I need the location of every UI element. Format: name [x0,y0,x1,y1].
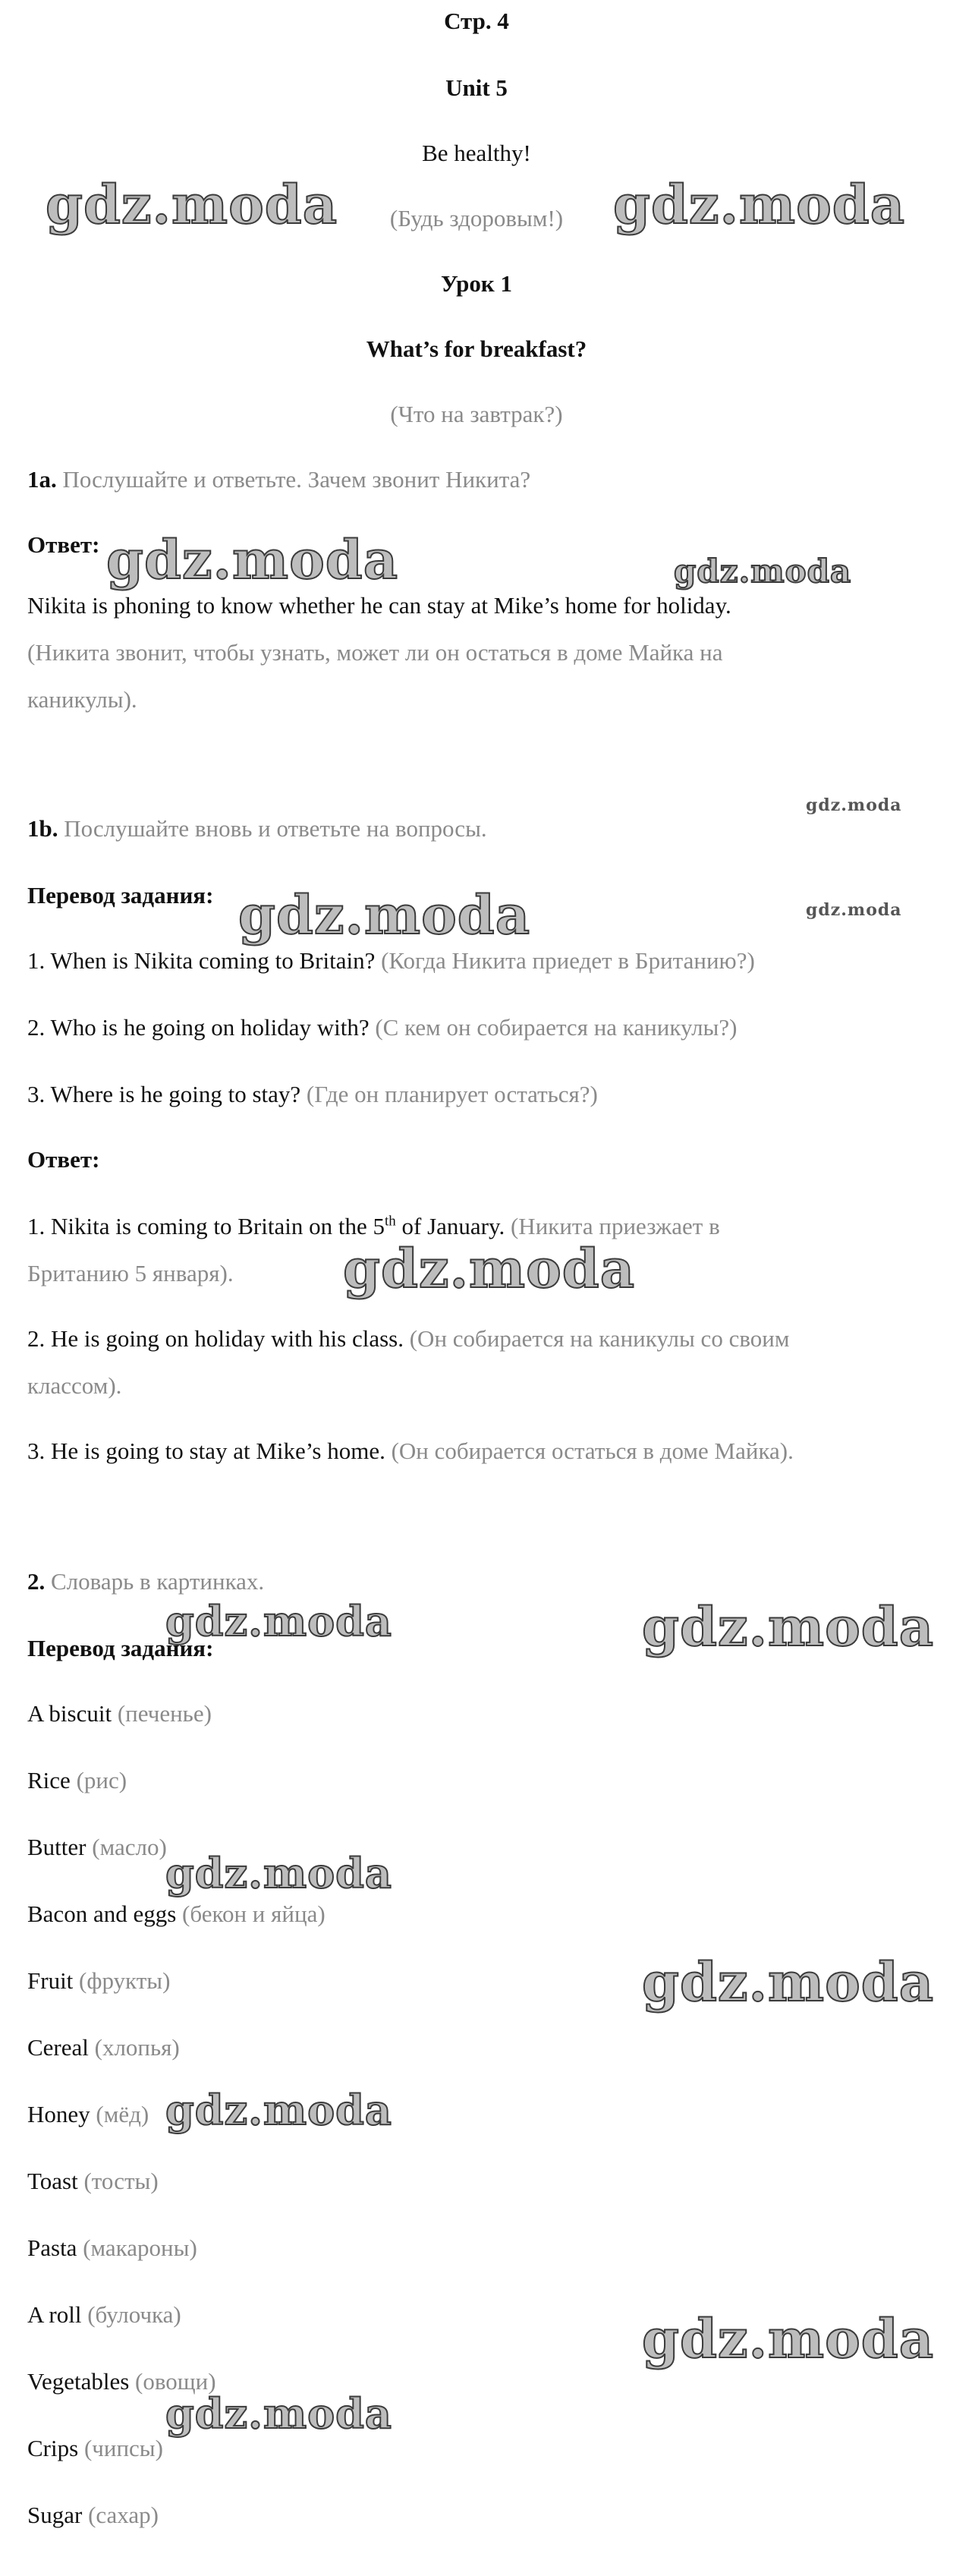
question-1 [27,946,926,976]
word-en: Honey [27,2101,90,2127]
word-ru: (мёд) [96,2101,149,2127]
answer-2 [27,1324,926,1354]
question-en: 3. Where is he going to stay? [27,1081,301,1107]
exercise-1b-task [27,814,926,844]
exercise-number: 1a. [27,466,57,493]
watermark-logo: gdz.moda [642,1595,935,1658]
unit-heading: Unit 5 [445,74,508,101]
vocab-item [27,2233,926,2263]
answer-label: Ответ: [27,531,100,558]
word-ru: (макароны) [83,2234,197,2261]
answer-en: 3. He is going to stay at Mike’s home. [27,1438,385,1464]
exercise-1a-task [27,464,926,495]
vocab-item [27,1899,926,1929]
question-ru: (С кем он собирается на каникулы?) [375,1014,738,1041]
word-ru: (тосты) [83,2168,159,2194]
word-en: Fruit [27,1967,74,1994]
watermark-logo: gdz.moda [642,2307,935,2370]
watermark-logo: gdz.moda [165,2389,392,2438]
answer-english: Nikita is phoning to know whether he can stay at Mike’s home for holiday. [27,592,731,619]
task-text: Послушайте вновь и ответьте на вопросы. [64,815,487,842]
word-ru: (рис) [76,1767,127,1793]
word-en: A roll [27,2301,82,2328]
lesson-heading: Урок 1 [440,270,513,297]
watermark-logo: gdz.moda [106,528,399,591]
vocab-item [27,1699,926,1729]
watermark-logo: gdz.moda [165,2086,392,2134]
vocab-item [27,2500,926,2530]
exercise-number: 2. [27,1568,46,1595]
watermark-logo: gdz.moda [674,553,852,590]
ordinal-suffix: th [384,1213,396,1230]
exercise-number: 1b. [27,815,58,842]
vocab-item [27,2033,926,2063]
answer-russian-cont: каникулы). [27,686,137,713]
translation-label: Перевод задания: [27,1635,214,1661]
answer-2-ru-cont: классом). [27,1372,122,1399]
answer-1-ru-cont: Британию 5 января). [27,1260,234,1286]
question-en: 1. When is Nikita coming to Britain? [27,947,376,974]
question-en: 2. Who is he going on holiday with? [27,1014,370,1041]
vocab-item [27,1765,926,1796]
word-en: Bacon and eggs [27,1901,177,1927]
lesson-title-translation: (Что на завтрак?) [390,401,563,427]
watermark-logo: gdz.moda [642,1951,935,2014]
vocab-item [27,1832,926,1863]
word-en: Butter [27,1834,86,1860]
question-ru: (Когда Никита приедет в Британию?) [381,947,755,974]
answer-ru: (Он собирается остаться в доме Майка). [391,1438,794,1464]
answer-ru: (Никита приезжает в [510,1213,720,1239]
vocab-item [27,2433,926,2464]
task-text: Послушайте и ответьте. Зачем звонит Никита? [62,466,531,493]
word-en: Sugar [27,2502,83,2528]
word-ru: (чипсы) [83,2435,163,2461]
task-text: Словарь в картинках. [51,1568,265,1595]
word-ru: (бекон и яйца) [182,1901,326,1927]
watermark-logo: gdz.moda [613,173,906,236]
unit-title-translation: (Будь здоровым!) [389,205,564,231]
answer-en: 1. Nikita is coming to Britain on the 5 [27,1213,385,1239]
lesson-title: What’s for breakfast? [366,335,587,362]
answer-en-cont: of January. [395,1213,505,1239]
page-number: Стр. 4 [444,8,509,34]
word-ru: (овощи) [135,2368,216,2395]
watermark-logo: gdz.moda [806,795,902,815]
question-3 [27,1079,926,1110]
word-en: Rice [27,1767,71,1793]
exercise-2-task [27,1567,926,1597]
watermark-logo: gdz.moda [343,1237,636,1300]
word-en: Crips [27,2435,79,2461]
watermark-logo: gdz.moda [165,1849,392,1897]
answer-label: Ответ: [27,1146,100,1173]
word-en: Pasta [27,2234,77,2261]
translation-label: Перевод задания: [27,882,214,909]
vocab-item [27,2166,926,2197]
answer-ru: (Он собирается на каникулы со своим [409,1325,790,1352]
word-ru: (фрукты) [79,1967,171,1994]
watermark-logo: gdz.moda [46,173,338,236]
vocab-item [27,2367,926,2397]
watermark-logo: gdz.moda [238,883,531,946]
word-ru: (хлопья) [94,2034,180,2061]
word-en: A biscuit [27,1700,112,1727]
word-ru: (масло) [92,1834,167,1860]
word-ru: (сахар) [88,2502,159,2528]
word-ru: (печенье) [117,1700,212,1727]
word-ru: (булочка) [87,2301,181,2328]
answer-russian: (Никита звонит, чтобы узнать, может ли он остаться в доме Майка на [27,639,723,666]
vocab-item [27,2099,926,2130]
word-en: Cereal [27,2034,89,2061]
unit-title: Be healthy! [422,140,531,166]
question-2 [27,1012,926,1043]
question-ru: (Где он планирует остаться?) [306,1081,598,1107]
word-en: Vegetables [27,2368,130,2395]
watermark-logo: gdz.moda [806,900,902,920]
word-en: Toast [27,2168,78,2194]
answer-en: 2. He is going on holiday with his class. [27,1325,404,1352]
watermark-logo: gdz.moda [165,1597,392,1645]
answer-3 [27,1436,926,1466]
